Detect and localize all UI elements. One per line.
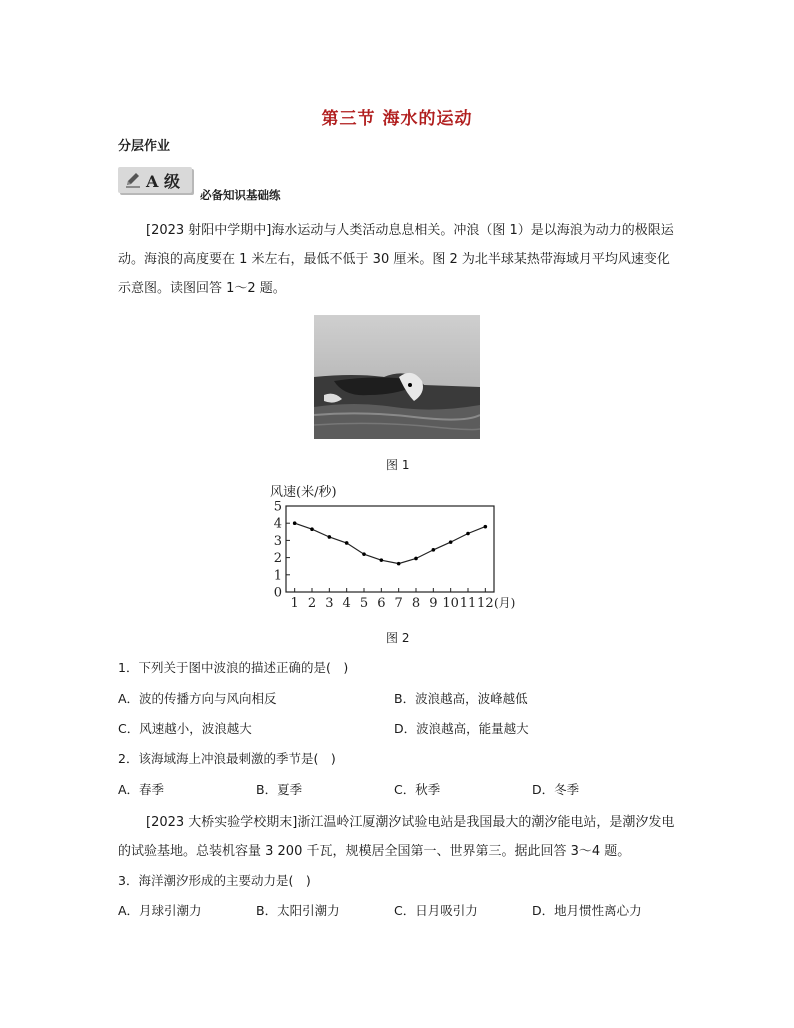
data-point [328,535,332,539]
q1-option-d[interactable]: D．波浪越高，能量越大 [394,721,529,736]
q1-option-c[interactable]: C．风速越小，波浪越大 [118,721,252,736]
data-point [449,540,453,544]
data-point [310,527,314,531]
passage-2 [118,808,678,866]
passage-2-text: 浙江温岭江厦潮汐试验电站是我国最大的潮汐能电站，是潮汐发电的试验基地。总装机容量 3 200 千瓦，规模居全国第一、世界第三。据此回答 3～4 题。 [118,815,675,859]
passage-1 [118,216,678,303]
question-1: 1．下列关于图中波浪的描述正确的是( ) [118,660,349,675]
data-point [362,552,366,556]
q3-option-d[interactable]: D．地月惯性离心力 [532,903,642,918]
data-point [484,525,488,529]
q3-option-a[interactable]: A．月球引潮力 [118,903,202,918]
y-tick-label: 0 [273,585,282,601]
x-tick-label: 12 [477,596,494,611]
x-tick-label: 9 [429,596,438,611]
y-axis-label: 风速(米/秒) [270,485,337,500]
x-tick-label: 8 [411,596,421,611]
section-subtitle: 分层作业 [118,139,171,154]
q1-option-a[interactable]: A．波的传播方向与风向相反 [118,691,277,706]
x-tick-label: 10 [442,596,459,611]
question-2: 2．该海域海上冲浪最刺激的季节是( ) [118,751,336,766]
q1-option-b[interactable]: B．波浪越高，波峰越低 [394,691,528,706]
data-point [293,521,297,525]
data-point [397,562,401,566]
x-tick-label: 3 [325,596,334,611]
y-tick-label: 1 [273,568,282,584]
series-line [295,523,486,563]
q3-option-c[interactable]: C．日月吸引力 [394,903,478,918]
x-tick-label: 5 [359,596,369,611]
y-tick-label: 2 [273,551,282,567]
plot-frame [286,506,494,592]
passage-1-text: 海水运动与人类活动息息相关。冲浪（图 1）是以海浪为动力的极限运动。海浪的高度要在 1 米左右，最低不低于 30 厘米。图 2 为北半球某热带海域月平均风速变化示意图。读图回答 1～2 题。 [118,223,674,296]
x-tick-label: 2 [307,596,317,611]
data-point [345,541,349,545]
q2-option-d[interactable]: D．冬季 [532,782,580,797]
question-3: 3．海洋潮汐形成的主要动力是( ) [118,873,311,888]
x-axis-label: (月) [494,596,516,610]
surfing-photo [314,315,480,439]
figure-2-caption: 图 2 [386,631,410,645]
x-tick-label: 6 [377,596,386,611]
y-tick-label: 3 [273,533,282,549]
q2-option-a[interactable]: A．春季 [118,782,165,797]
x-tick-label: 4 [342,596,351,611]
y-tick-label: 5 [273,499,282,515]
data-point [466,532,470,536]
x-tick-label: 7 [394,596,403,611]
badge-section: 必备知识基础练 [200,188,281,202]
data-point [432,548,436,552]
q3-option-b[interactable]: B．太阳引潮力 [256,903,340,918]
wind-speed-chart [264,478,524,618]
data-points [293,521,487,565]
level-badge [118,167,192,193]
pencil-icon [124,171,142,189]
data-point [380,558,384,562]
passage-1-source: [2023 射阳中学期中] [146,223,272,238]
page-title: 第三节 海水的运动 [321,109,473,129]
y-ticks [274,500,290,601]
q2-option-c[interactable]: C．秋季 [394,782,441,797]
x-tick-label: 1 [290,596,299,611]
x-tick-label: 11 [459,596,477,611]
y-tick-label: 4 [273,516,282,532]
q2-option-b[interactable]: B．夏季 [256,782,303,797]
passage-2-source: [2023 大桥实验学校期末] [146,815,298,830]
badge-label: A 级 [146,172,180,191]
data-point [414,557,418,561]
figure-1-caption: 图 1 [386,458,410,472]
